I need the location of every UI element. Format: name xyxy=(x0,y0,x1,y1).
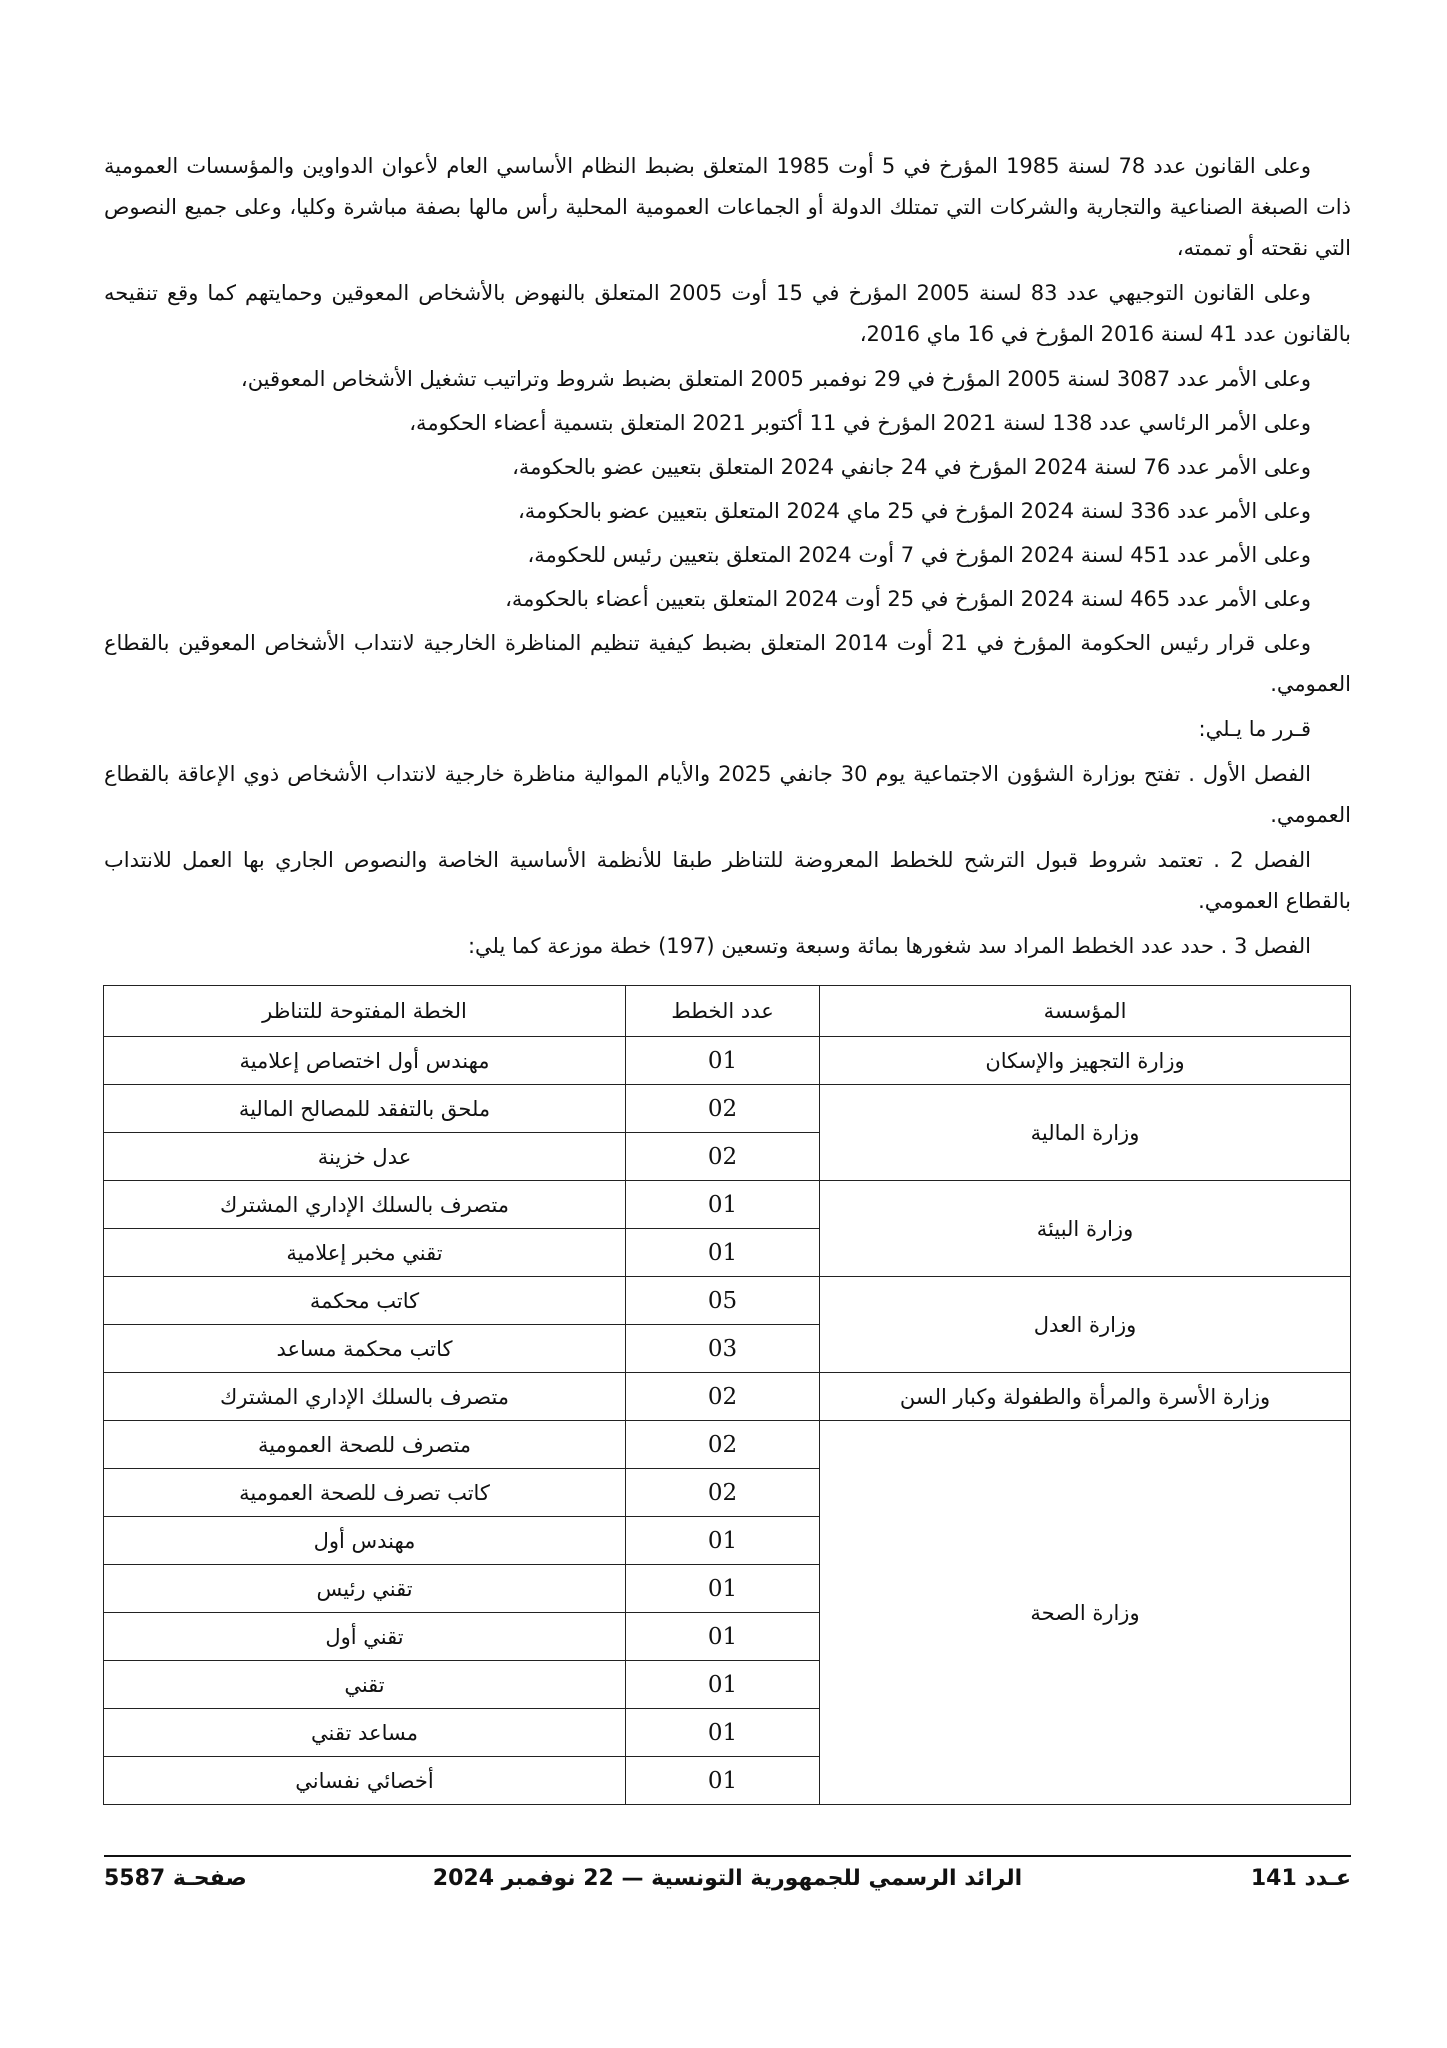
count-cell: 02 xyxy=(626,1373,820,1421)
count-cell: 01 xyxy=(626,1709,820,1757)
count-cell: 01 xyxy=(626,1229,820,1277)
page-footer xyxy=(104,1866,1351,1906)
institution-cell: وزارة المالية xyxy=(820,1085,1351,1181)
footer-divider xyxy=(104,1855,1351,1857)
table-row xyxy=(104,1277,1351,1325)
paragraph: وعلى القانون التوجيهي عدد 83 لسنة 2005 المؤرخ في 15 أوت 2005 المتعلق بالنهوض بالأشخاص المعوقين وحمايتهم كما وقع تنقيحه بالقانون عدد 41 لسنة 2016 المؤرخ في 16 ماي 2016، xyxy=(104,281,1351,346)
count-cell: 01 xyxy=(626,1181,820,1229)
plan-cell: مساعد تقني xyxy=(104,1709,626,1757)
count-cell: 01 xyxy=(626,1613,820,1661)
table-row xyxy=(104,1037,1351,1085)
plan-cell: أخصائي نفساني xyxy=(104,1757,626,1805)
plan-cell: مهندس أول xyxy=(104,1517,626,1565)
table-row xyxy=(104,1181,1351,1229)
plan-cell: ملحق بالتفقد للمصالح المالية xyxy=(104,1085,626,1133)
plan-cell: تقني رئيس xyxy=(104,1565,626,1613)
positions-table xyxy=(103,985,1351,1805)
table-row xyxy=(104,1085,1351,1133)
plan-cell: متصرف بالسلك الإداري المشترك xyxy=(104,1181,626,1229)
decision-heading: قـرر ما يـلي: xyxy=(1198,717,1311,741)
institution-cell: وزارة العدل xyxy=(820,1277,1351,1373)
count-cell: 01 xyxy=(626,1757,820,1805)
count-cell: 01 xyxy=(626,1661,820,1709)
paragraph: وعلى القانون عدد 78 لسنة 1985 المؤرخ في 5 أوت 1985 المتعلق بضبط النظام الأساسي العام لأعوان الدواوين والمؤسسات العمومية ذات الصبغة الصناعية والتجارية والشركات التي تمتلك الدولة أو الجماعات العمومية المحلية رأس مالها بصفة مباشرة وكليا، وعلى جميع النصوص التي نقحته أو تممته، xyxy=(104,154,1351,260)
article-1: الفصل الأول . تفتح بوزارة الشؤون الاجتماعية يوم 30 جانفي 2025 والأيام الموالية مناظرة خارجية لانتداب الأشخاص ذوي الإعاقة بالقطاع العمومي. xyxy=(104,762,1351,827)
plan-cell: متصرف بالسلك الإداري المشترك xyxy=(104,1373,626,1421)
count-cell: 02 xyxy=(626,1421,820,1469)
header-plan: الخطة المفتوحة للتناظر xyxy=(104,986,626,1037)
header-institution: المؤسسة xyxy=(820,986,1351,1037)
plan-cell: تقني xyxy=(104,1661,626,1709)
plan-cell: كاتب محكمة xyxy=(104,1277,626,1325)
count-cell: 02 xyxy=(626,1085,820,1133)
paragraph: وعلى الأمر عدد 3087 لسنة 2005 المؤرخ في 29 نوفمبر 2005 المتعلق بضبط شروط وتراتيب تشغيل الأشخاص المعوقين، xyxy=(240,367,1311,391)
plan-cell: مهندس أول اختصاص إعلامية xyxy=(104,1037,626,1085)
count-cell: 01 xyxy=(626,1037,820,1085)
decree-text xyxy=(104,146,1351,971)
positions-table-container xyxy=(104,985,1351,1805)
count-cell: 05 xyxy=(626,1277,820,1325)
paragraph: وعلى الأمر عدد 336 لسنة 2024 المؤرخ في 25 ماي 2024 المتعلق بتعيين عضو بالحكومة، xyxy=(518,499,1311,523)
plan-cell: تقني أول xyxy=(104,1613,626,1661)
header-count: عدد الخطط xyxy=(626,986,820,1037)
table-header-row xyxy=(104,986,1351,1037)
table-row xyxy=(104,1373,1351,1421)
table-row xyxy=(104,1421,1351,1469)
paragraph: وعلى الأمر عدد 465 لسنة 2024 المؤرخ في 25 أوت 2024 المتعلق بتعيين أعضاء بالحكومة، xyxy=(505,587,1311,611)
institution-cell: وزارة البيئة xyxy=(820,1181,1351,1277)
plan-cell: تقني مخبر إعلامية xyxy=(104,1229,626,1277)
count-cell: 01 xyxy=(626,1565,820,1613)
count-cell: 03 xyxy=(626,1325,820,1373)
institution-cell: وزارة الأسرة والمرأة والطفولة وكبار السن xyxy=(820,1373,1351,1421)
count-cell: 02 xyxy=(626,1133,820,1181)
count-cell: 02 xyxy=(626,1469,820,1517)
issue-number: عـدد 141 xyxy=(1250,1866,1351,1891)
plan-cell: كاتب تصرف للصحة العمومية xyxy=(104,1469,626,1517)
institution-cell: وزارة الصحة xyxy=(820,1421,1351,1805)
article-2: الفصل 2 . تعتمد شروط قبول الترشح للخطط المعروضة للتناظر طبقا للأنظمة الأساسية الخاصة والنصوص الجاري بها العمل للانتداب بالقطاع العمومي. xyxy=(104,848,1351,913)
page-number: صفحـة 5587 xyxy=(104,1866,247,1891)
plan-cell: عدل خزينة xyxy=(104,1133,626,1181)
article-3: الفصل 3 . حدد عدد الخطط المراد سد شغورها بمائة وسبعة وتسعين (197) خطة موزعة كما يلي: xyxy=(467,934,1311,958)
plan-cell: متصرف للصحة العمومية xyxy=(104,1421,626,1469)
paragraph: وعلى الأمر الرئاسي عدد 138 لسنة 2021 المؤرخ في 11 أكتوبر 2021 المتعلق بتسمية أعضاء الحكومة، xyxy=(409,411,1311,435)
paragraph: وعلى قرار رئيس الحكومة المؤرخ في 21 أوت 2014 المتعلق بضبط كيفية تنظيم المناظرة الخارجية لانتداب الأشخاص المعوقين بالقطاع العمومي. xyxy=(104,631,1351,696)
paragraph: وعلى الأمر عدد 76 لسنة 2024 المؤرخ في 24 جانفي 2024 المتعلق بتعيين عضو بالحكومة، xyxy=(512,455,1311,479)
plan-cell: كاتب محكمة مساعد xyxy=(104,1325,626,1373)
institution-cell: وزارة التجهيز والإسكان xyxy=(820,1037,1351,1085)
count-cell: 01 xyxy=(626,1517,820,1565)
paragraph: وعلى الأمر عدد 451 لسنة 2024 المؤرخ في 7 أوت 2024 المتعلق بتعيين رئيس للحكومة، xyxy=(527,543,1311,567)
gazette-title-date: الرائد الرسمي للجمهورية التونسية — 22 نوفمبر 2024 xyxy=(432,1866,1023,1891)
